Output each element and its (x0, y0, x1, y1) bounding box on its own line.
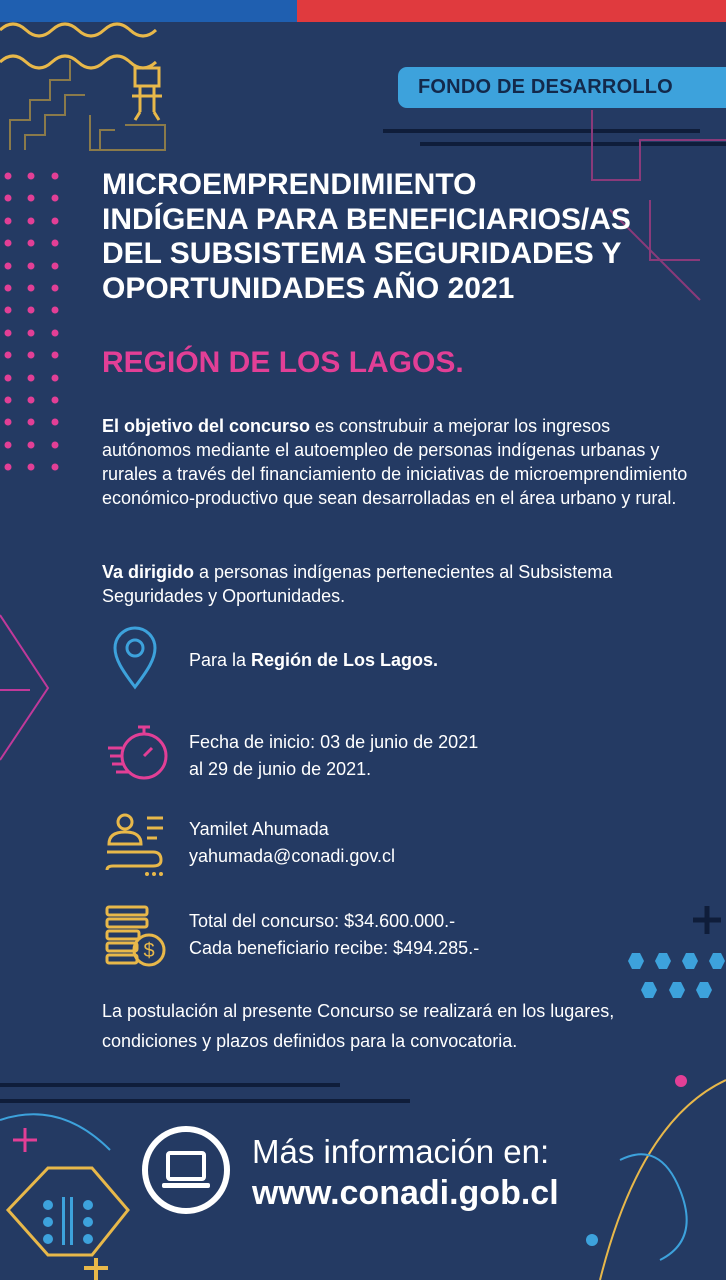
pink-dot-grid (5, 173, 59, 471)
application-note: La postulación al presente Concurso se realizará en los lugares, condiciones y plazos definidos para la convocatoria. (102, 1001, 615, 1051)
end-date: al 29 de junio de 2021. (189, 759, 372, 779)
pink-diamond-outline (0, 615, 48, 760)
more-info-label: Más información en: (252, 1133, 550, 1170)
dates-block (189, 729, 478, 783)
stopwatch-icon (106, 722, 170, 786)
page-title (102, 168, 702, 306)
start-date: Fecha de inicio: 03 de junio de 2021 (189, 732, 479, 752)
more-info (252, 1132, 559, 1214)
plus-mark-pink (13, 1128, 37, 1152)
gold-wave-pattern (0, 24, 156, 68)
total-amount: Total del concurso: $34.600.000.- (189, 911, 456, 931)
title-line: INDÍGENA PARA BENEFICIARIOS/AS (102, 202, 631, 236)
contact-name: Yamilet Ahumada (189, 819, 329, 839)
website-link[interactable]: www.conadi.gob.cl (252, 1174, 559, 1212)
title-line: MICROEMPRENDIMIENTO (102, 168, 477, 201)
each-amount: Cada beneficiario recibe: $494.285.- (189, 938, 480, 958)
region-name: Región de Los Lagos. (251, 650, 439, 670)
title-line: OPORTUNIDADES AÑO 2021 (102, 271, 515, 305)
region-row (189, 647, 438, 674)
region-prefix: Para la (189, 650, 252, 670)
plus-mark-gold (84, 1258, 108, 1280)
monitor-icon (142, 1126, 230, 1214)
gold-hexagon-outline (8, 1168, 128, 1255)
coins-dollar-icon (103, 904, 169, 970)
target-paragraph (102, 560, 692, 608)
objective-paragraph (102, 414, 692, 510)
contact-block (189, 816, 395, 870)
stepped-pattern (10, 60, 165, 150)
contact-email[interactable]: yahumada@conadi.gov.cl (189, 846, 396, 866)
blue-dot-column (43, 1197, 93, 1245)
objective-text: es construbuir a mejorar los ingresos autónomos mediante el autoempleo de personas indígenas urbanas y rurales a través del financiamiento de iniciativas de microemprendimiento económico-productivo que sean desarrolladas en el área urbano y rural. (102, 416, 688, 508)
objective-bold: El objetivo del concurso (102, 416, 311, 436)
target-bold: Va dirigido (102, 562, 195, 582)
target-text: a personas indígenas pertenecientes al Subsistema Seguridades y Oportunidades. (102, 562, 613, 606)
title-line: DEL SUBSISTEMA SEGURIDADES Y (102, 237, 622, 270)
svg-text:$: $ (143, 940, 155, 962)
figure-icon (132, 68, 162, 120)
fund-tag: FONDO DE DESARROLLO (398, 67, 726, 108)
blue-hexagons (628, 953, 725, 998)
petroglyph-outline (620, 1154, 687, 1260)
region-subtitle: REGIÓN DE LOS LAGOS. (102, 346, 464, 379)
location-pin-icon (112, 626, 158, 690)
person-card-icon (103, 812, 167, 876)
plus-mark-right (693, 906, 721, 934)
amounts-block (189, 908, 479, 962)
